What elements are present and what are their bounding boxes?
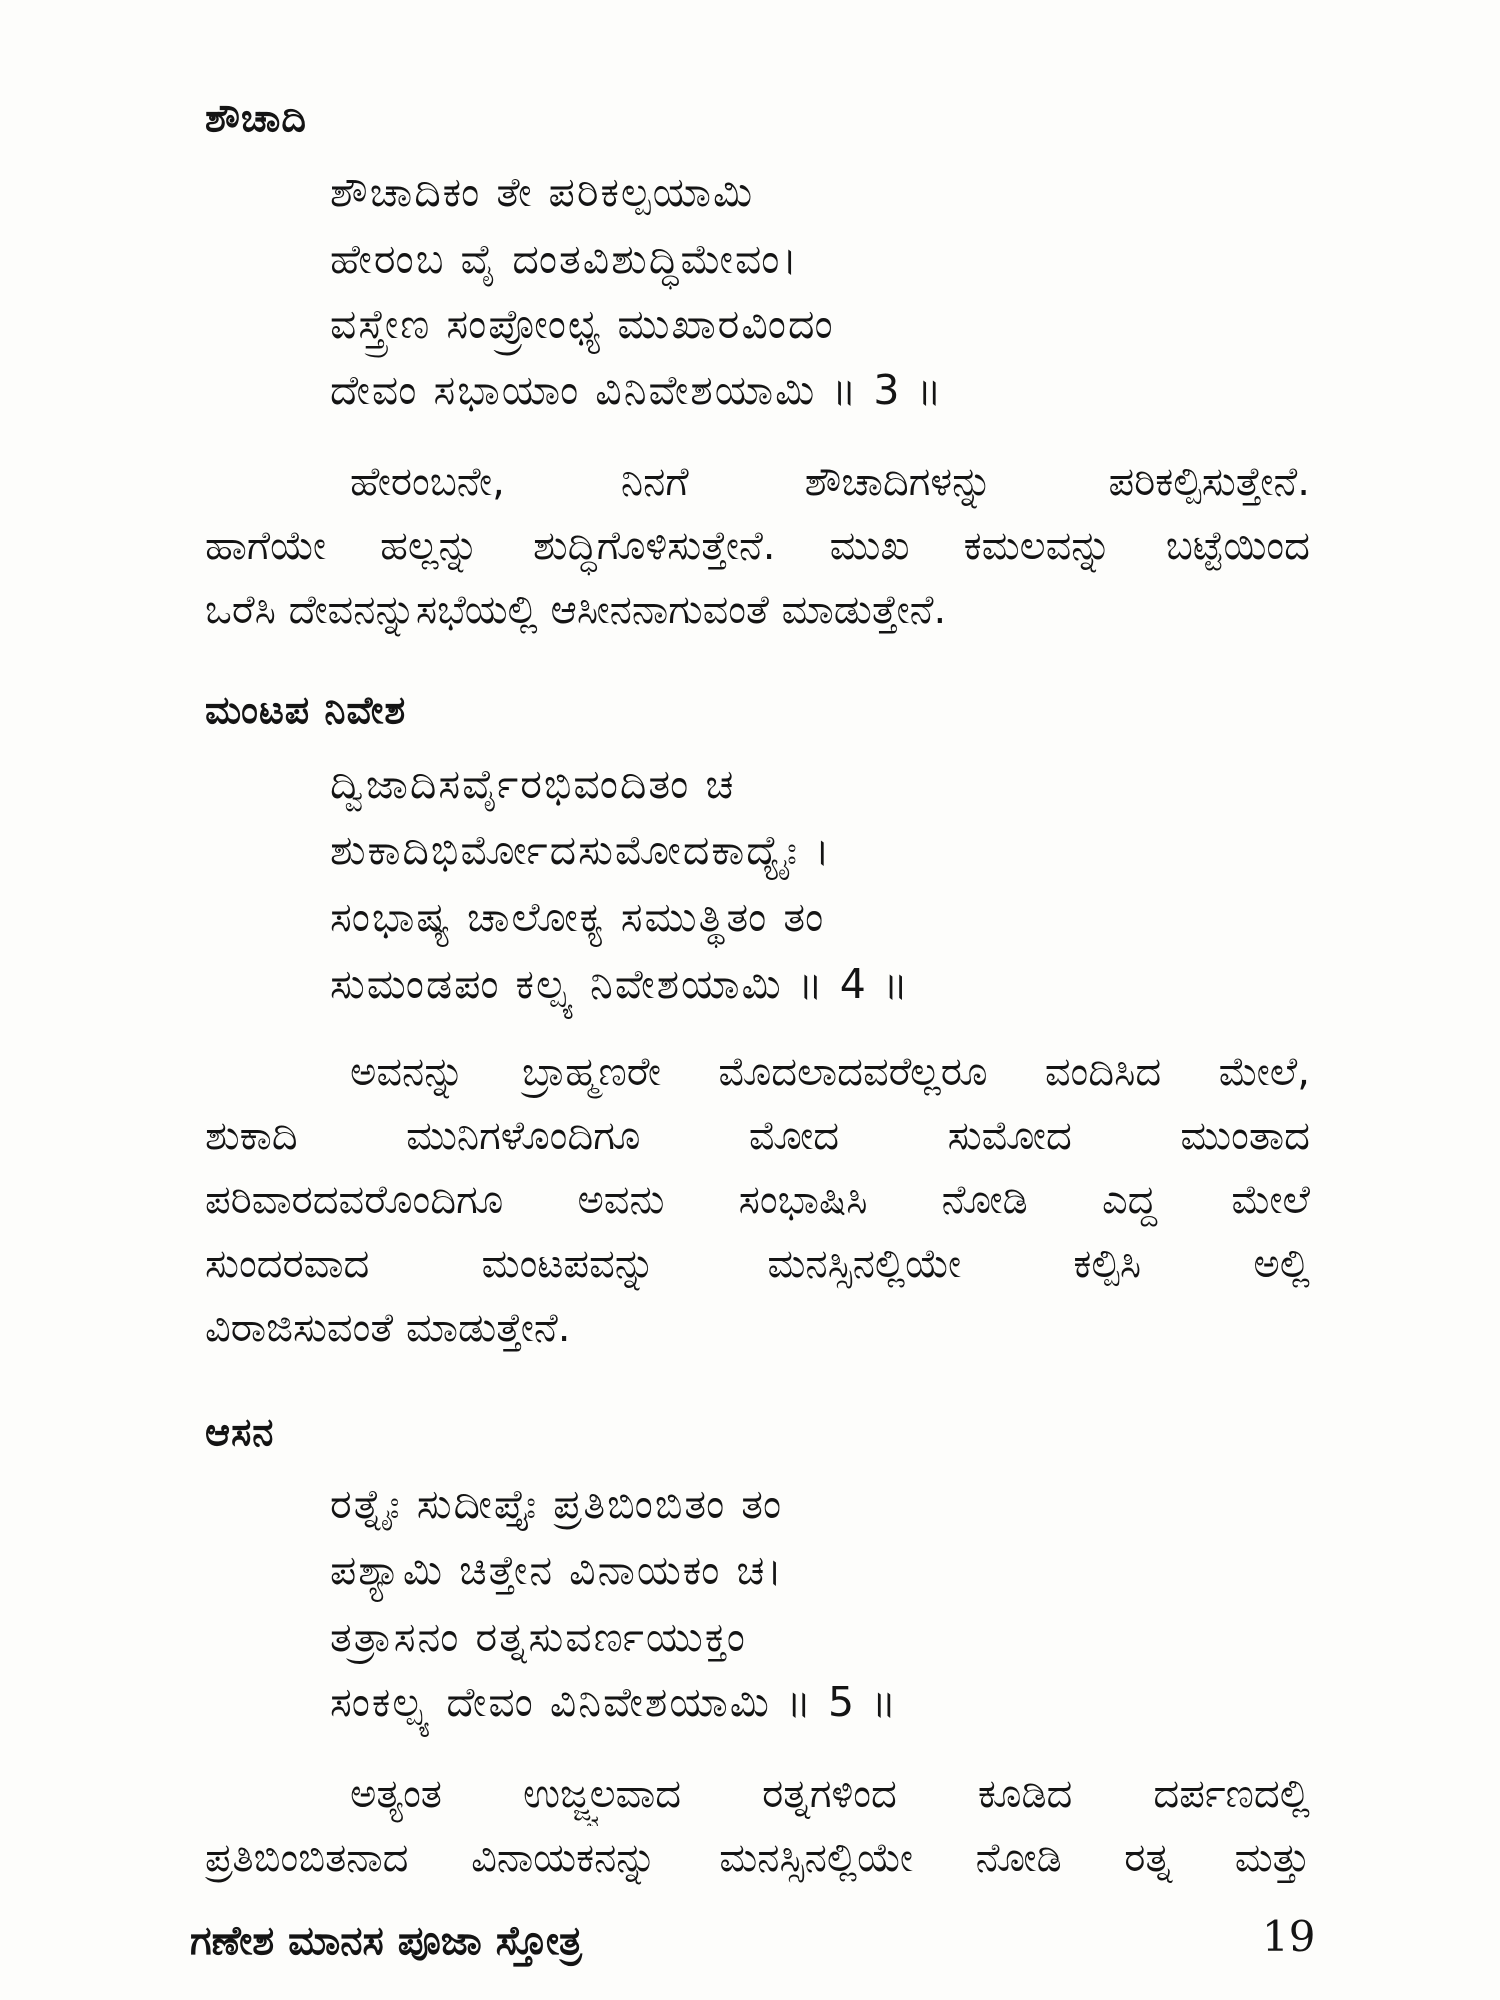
verse-line: ಹೇರಂಬ ವೈ ದಂತವಿಶುದ್ಧಿಮೇವಂ। bbox=[330, 235, 800, 283]
paragraph-line: ಒರೆಸಿ ದೇವನನ್ನುಸಭೆಯಲ್ಲಿ ಆಸೀನನಾಗುವಂತೆ ಮಾಡುತ್ತೇನೆ. bbox=[205, 587, 947, 633]
verse-line: ಸಂಕಲ್ಪ್ಯ ದೇವಂ ವಿನಿವೇಶಯಾಮಿ ॥ 5 ॥ bbox=[330, 1678, 899, 1726]
verse-line: ದೇವಂ ಸಭಾಯಾಂ ವಿನಿವೇಶಯಾಮಿ ॥ 3 ॥ bbox=[330, 366, 944, 414]
paragraph-line: ಹಾಗೆಯೇ ಹಲ್ಲನ್ನು ಶುದ್ಧಿಗೊಳಿಸುತ್ತೇನೆ. ಮುಖ ಕಮಲವನ್ನು ಬಟ್ಟೆಯಿಂದ bbox=[205, 523, 1310, 569]
verse-line: ತತ್ರಾಸನಂ ರತ್ನಸುವರ್ಣಯುಕ್ತಂ bbox=[330, 1613, 747, 1661]
paragraph-line: ಶುಕಾದಿ ಮುನಿಗಳೊಂದಿಗೂ ಮೋದ ಸುಮೋದ ಮುಂತಾದ bbox=[205, 1113, 1310, 1159]
page-number: 19 bbox=[1262, 1912, 1316, 1961]
section-heading-mantapa-nivesha: ಮಂಟಪ ನಿವೇಶ bbox=[205, 688, 407, 732]
meaning-paragraph bbox=[205, 1040, 1310, 1360]
meaning-paragraph bbox=[205, 450, 1310, 642]
verse-line: ಶುಕಾದಿಭಿರ್ಮೋದಸುಮೋದಕಾದ್ಯೈಃ । bbox=[330, 826, 832, 874]
verse-line: ಶೌಚಾದಿಕಂ ತೇ ಪರಿಕಲ್ಪಯಾಮಿ bbox=[330, 168, 755, 216]
footer-book-title: ಗಣೇಶ ಮಾನಸ ಪೂಜಾ ಸ್ತೋತ್ರ bbox=[190, 1918, 582, 1964]
section-heading-shaucha: ಶೌಚಾದಿ bbox=[205, 96, 307, 140]
paragraph-line: ಹೇರಂಬನೇ, ನಿನಗೆ ಶೌಚಾದಿಗಳನ್ನು ಪರಿಕಲ್ಪಿಸುತ್ತೇನೆ. bbox=[350, 459, 1310, 505]
verse-line: ರತ್ನೈಃ ಸುದೀಪ್ತೈಃ ಪ್ರತಿಬಿಂಬಿತಂ ತಂ bbox=[330, 1480, 784, 1528]
paragraph-line: ಪ್ರತಿಬಿಂಬಿತನಾದ ವಿನಾಯಕನನ್ನು ಮನಸ್ಸಿನಲ್ಲಿಯೇ ನೋಡಿ ರತ್ನ ಮತ್ತು bbox=[205, 1835, 1310, 1881]
paragraph-line: ಸುಂದರವಾದ ಮಂಟಪವನ್ನು ಮನಸ್ಸಿನಲ್ಲಿಯೇ ಕಲ್ಪಿಸಿ ಅಲ್ಲಿ bbox=[205, 1241, 1310, 1287]
verse-line: ದ್ವಿಜಾದಿಸರ್ವೈರಭಿವಂದಿತಂ ಚ bbox=[330, 760, 736, 808]
paragraph-line: ಅವನನ್ನು ಬ್ರಾಹ್ಮಣರೇ ಮೊದಲಾದವರೆಲ್ಲರೂ ವಂದಿಸಿದ ಮೇಲೆ, bbox=[350, 1049, 1310, 1095]
section-heading-asana: ಆಸನ bbox=[205, 1410, 275, 1454]
verse-line: ಪಶ್ಯಾಮಿ ಚಿತ್ತೇನ ವಿನಾಯಕಂ ಚ। bbox=[330, 1546, 785, 1594]
paragraph-line: ವಿರಾಜಿಸುವಂತೆ ಮಾಡುತ್ತೇನೆ. bbox=[205, 1305, 571, 1351]
meaning-paragraph bbox=[205, 1762, 1310, 1890]
verse-line: ಸುಮಂಡಪಂ ಕಲ್ಪ್ಯ ನಿವೇಶಯಾಮಿ ॥ 4 ॥ bbox=[330, 960, 910, 1008]
paragraph-line: ಪರಿವಾರದವರೊಂದಿಗೂ ಅವನು ಸಂಭಾಷಿಸಿ ನೋಡಿ ಎದ್ದ ಮೇಲೆ bbox=[205, 1177, 1310, 1223]
verse-line: ಸಂಭಾಷ್ಯ ಚಾಲೋಕ್ಯ ಸಮುತ್ಥಿತಂ ತಂ bbox=[330, 893, 826, 941]
paragraph-line: ಅತ್ಯಂತ ಉಜ್ಜ್ವಲವಾದ ರತ್ನಗಳಿಂದ ಕೂಡಿದ ದರ್ಪಣದಲ್ಲಿ bbox=[350, 1771, 1310, 1817]
verse-line: ವಸ್ತ್ರೇಣ ಸಂಪ್ರೋಂಛ್ಯ ಮುಖಾರವಿಂದಂ bbox=[330, 300, 835, 348]
